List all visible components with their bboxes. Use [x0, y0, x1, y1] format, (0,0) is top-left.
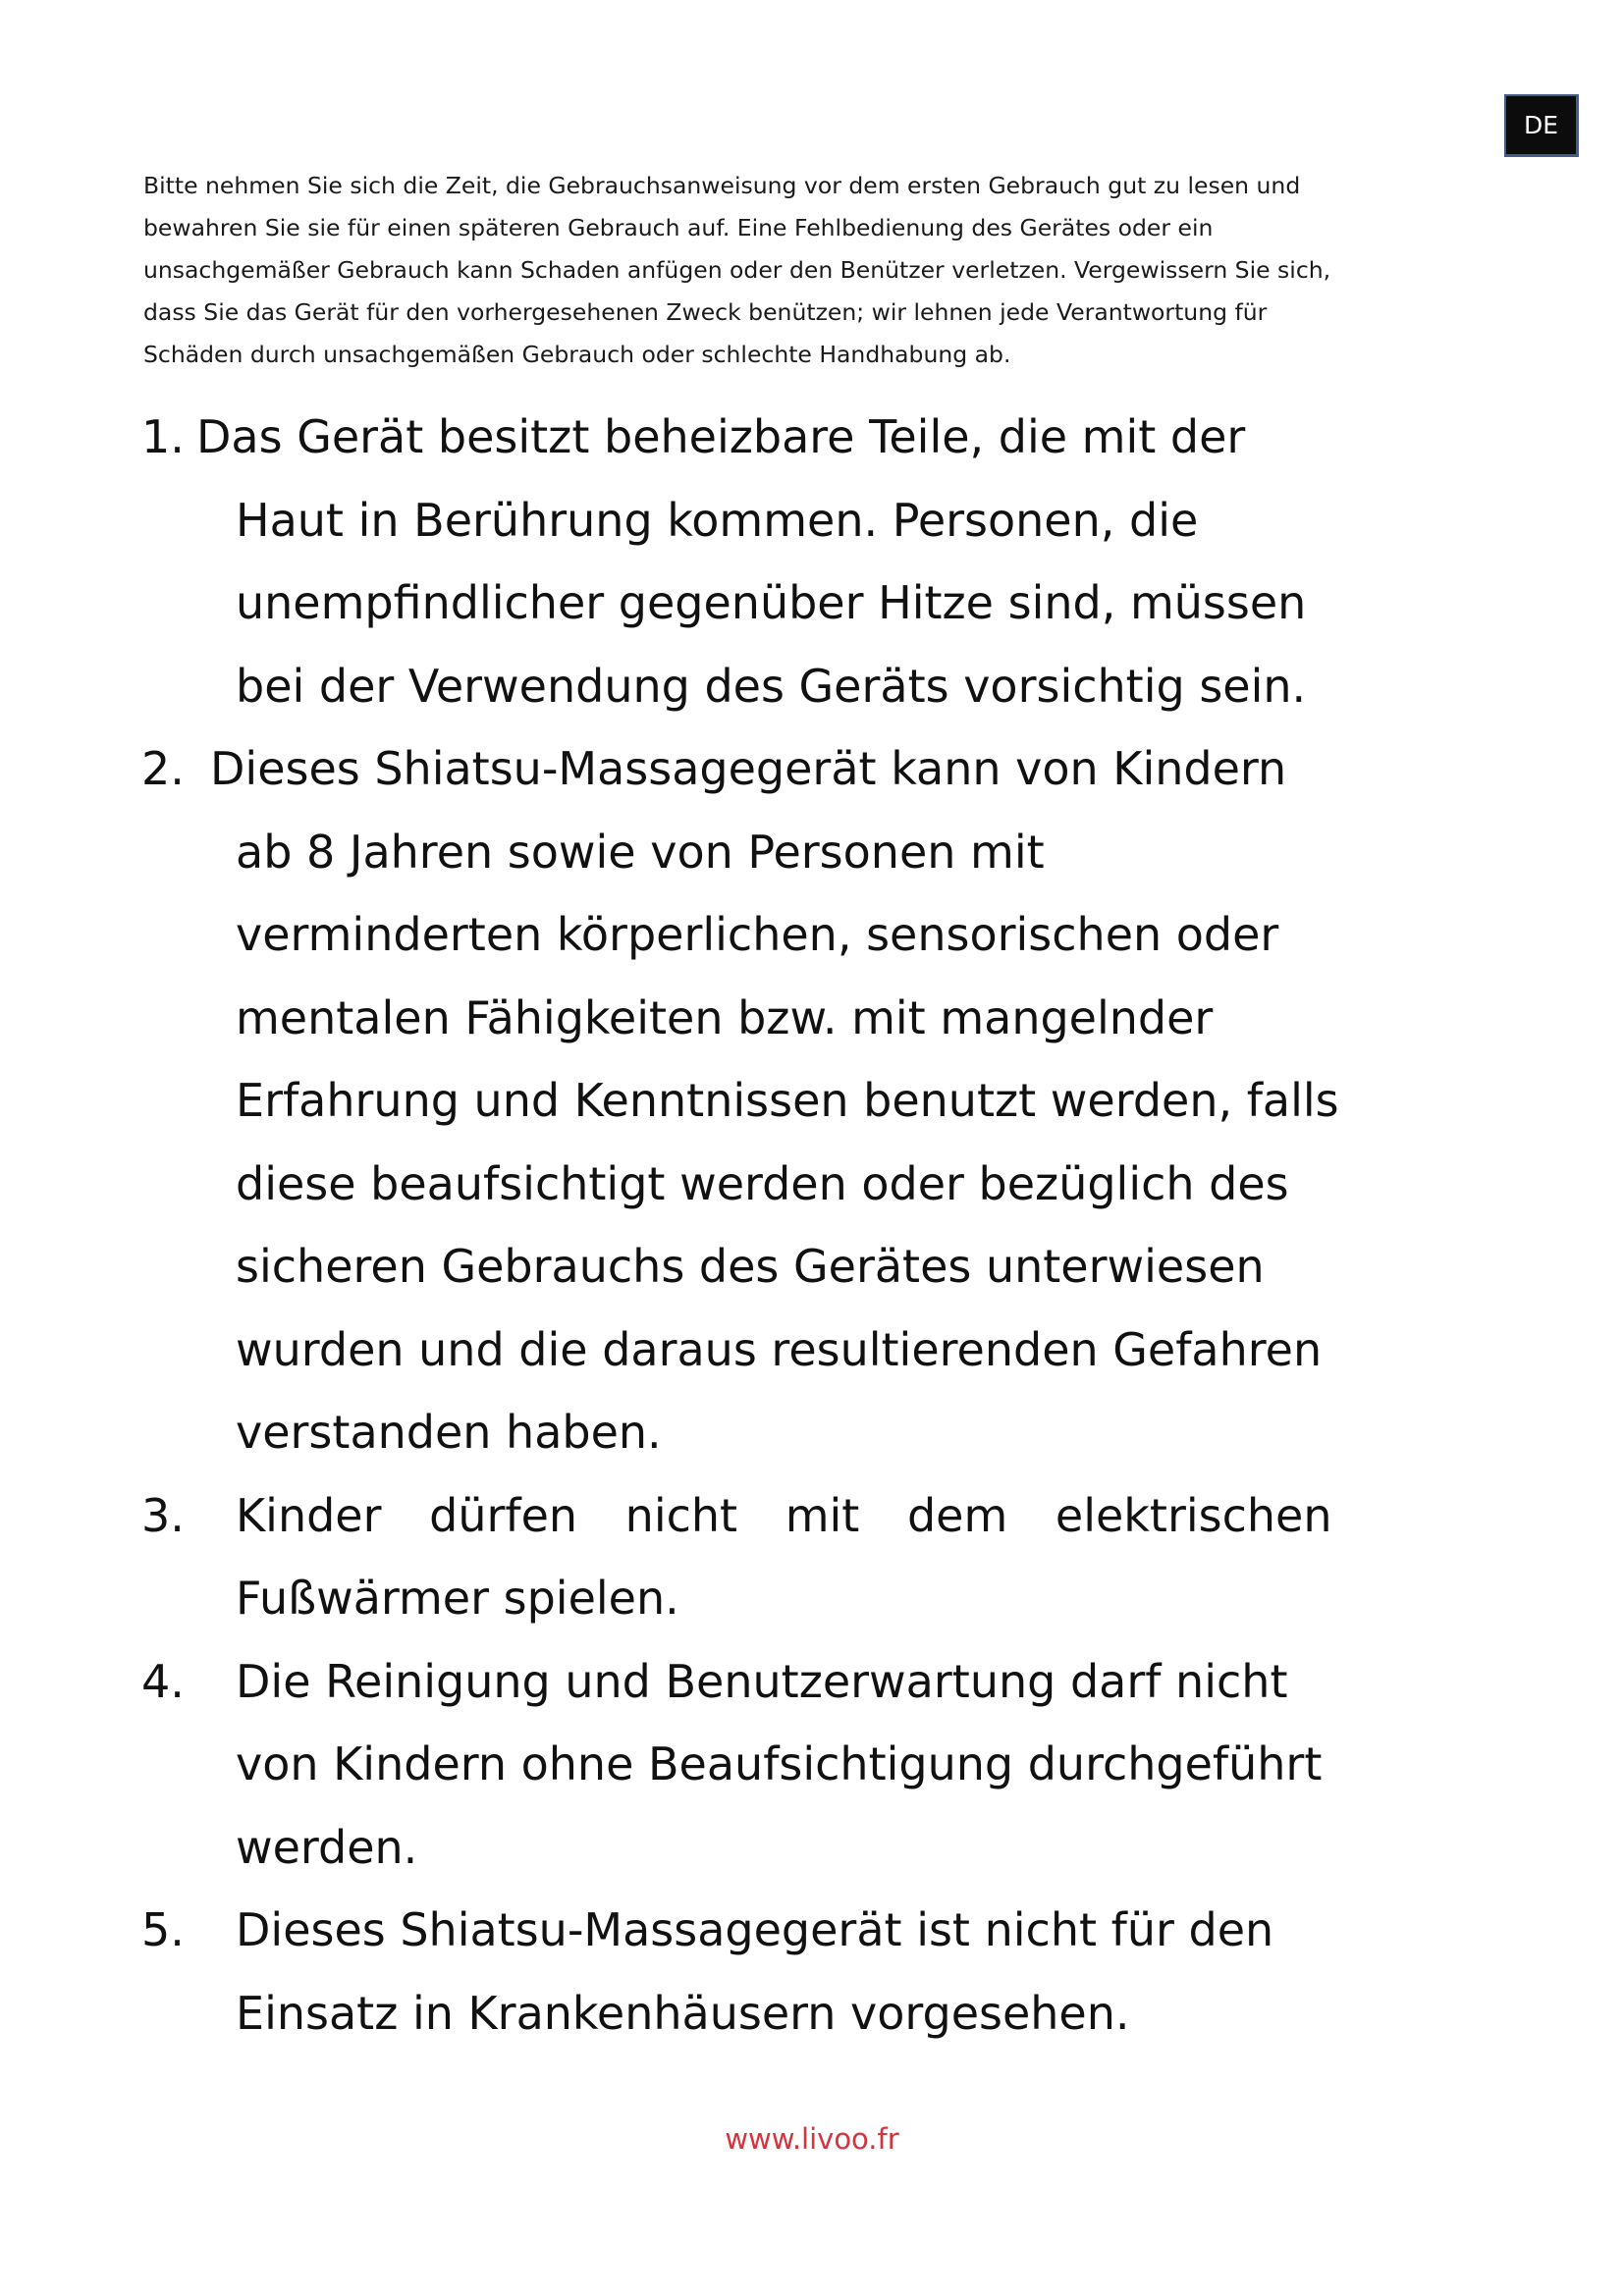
item-number: 1. [141, 410, 185, 463]
item-line: Haut in Berührung kommen. Personen, die [236, 493, 1199, 547]
list-item [141, 396, 1516, 727]
intro-line: Bitte nehmen Sie sich die Zeit, die Gebrauchsanweisung vor dem ersten Gebrauch gut zu lesen und [143, 172, 1301, 199]
list-item [141, 1474, 1516, 1640]
intro-line: dass Sie das Gerät für den vorhergesehenen Zweck benützen; wir lehnen jede Verantwortung für [143, 298, 1268, 326]
item-line: Dieses Shiatsu-Massagegerät kann von Kindern [210, 742, 1287, 795]
item-line: mentalen Fähigkeiten bzw. mit mangelnder [236, 990, 1214, 1044]
item-line: Kinder dürfen nicht mit dem elektrischen [236, 1488, 1332, 1542]
list-item [141, 1889, 1516, 2055]
item-number: 5. [141, 1903, 185, 1956]
item-number: 4. [141, 1654, 185, 1708]
safety-instructions-list [141, 396, 1516, 2055]
list-item [141, 727, 1516, 1474]
item-line: bei der Verwendung des Geräts vorsichtig sein. [236, 659, 1307, 713]
item-line: wurden und die daraus resultierenden Gefahren [236, 1322, 1323, 1376]
item-line: Das Gerät besitzt beheizbare Teile, die mit der [196, 410, 1246, 463]
item-line: ab 8 Jahren sowie von Personen mit [236, 825, 1045, 879]
item-line: Erfahrung und Kenntnissen benutzt werden, falls [236, 1074, 1339, 1127]
item-number: 2. [141, 742, 185, 795]
item-line: Dieses Shiatsu-Massagegerät ist nicht für den [236, 1903, 1274, 1956]
intro-line: Schäden durch unsachgemäßen Gebrauch oder schlechte Handhabung ab. [143, 341, 1011, 368]
item-line: verstanden haben. [236, 1406, 662, 1459]
intro-line: unsachgemäßer Gebrauch kann Schaden anfügen oder den Benützer verletzen. Vergewissern Sie sich, [143, 256, 1331, 284]
item-line: Die Reinigung und Benutzerwartung darf nicht [236, 1654, 1288, 1708]
item-line: Einsatz in Krankenhäusern vorgesehen. [236, 1986, 1130, 2040]
item-line: werden. [236, 1820, 418, 1874]
item-line: sicheren Gebrauchs des Gerätes unterwiesen [236, 1240, 1265, 1293]
item-line: von Kindern ohne Beaufsichtigung durchgeführt [236, 1737, 1323, 1790]
item-line: verminderten körperlichen, sensorischen oder [236, 908, 1279, 961]
item-line: Fußwärmer spielen. [236, 1572, 679, 1625]
list-item [141, 1640, 1516, 1890]
item-line: unempfindlicher gegenüber Hitze sind, müssen [236, 576, 1307, 629]
footer-website-link[interactable]: www.livoo.fr [725, 2122, 899, 2156]
intro-paragraph [143, 165, 1518, 376]
item-number: 3. [141, 1488, 185, 1542]
intro-line: bewahren Sie sie für einen späteren Gebrauch auf. Eine Fehlbedienung des Gerätes oder ein [143, 214, 1214, 241]
language-badge: DE [1504, 94, 1579, 157]
item-line: diese beaufsichtigt werden oder bezüglich des [236, 1156, 1289, 1210]
